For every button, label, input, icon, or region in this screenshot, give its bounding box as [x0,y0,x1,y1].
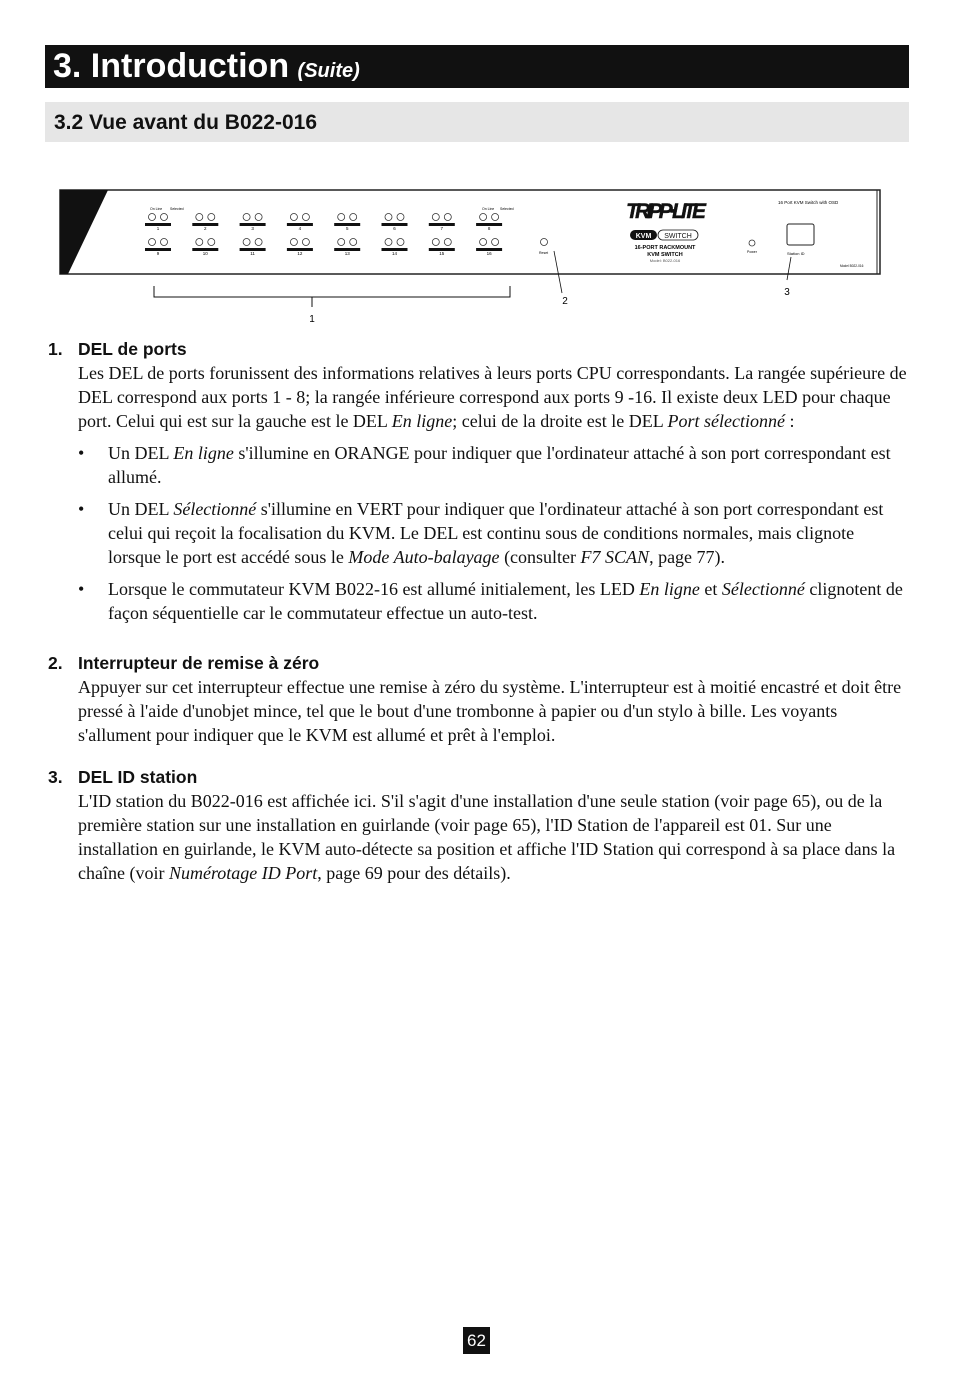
online-led [149,239,156,246]
list-item: • Un DEL Sélectionné s'illumine en VERT pour indiquer que l'ordinateur attaché à son port correspondant est celui qui reçoit la focalisation du KVM. Le DEL est continu sous de conditions normales, mais clignote lorsque le port est accédé sous le Mode Auto-balayage (consulter F7 SCAN, page 77). [78,499,884,567]
selected-led [350,214,357,221]
selected-led [397,214,404,221]
online-led [149,214,156,221]
top-right-label: 16 Port KVM Switch with OSD [778,200,839,205]
brand-logo-text: TRIPP·LITE [626,200,706,223]
callout-2: 2 [562,296,568,307]
port-number-label: 10 [202,251,208,256]
station-id-display [787,224,814,245]
selected-label-right: Selected [500,207,514,211]
selected-led [255,214,262,221]
selected-led [302,214,309,221]
model-line-3: Model: B022-016 [649,258,681,263]
item-1-heading [48,337,910,361]
chapter-title-suffix: (Suite) [297,60,360,82]
callout-1: 1 [309,314,315,325]
page-number: 62 [463,1327,490,1354]
port-number-label: 2 [204,226,207,231]
callout-bracket-1 [154,286,510,307]
selected-led [208,239,215,246]
port-number-label: 12 [297,251,303,256]
list-item: • Lorsque le commutateur KVM B022-16 est allumé initialement, les LED En ligne et Sélectionné clignotent de façon séquentielle car le commutateur effectue un auto-test. [78,579,903,623]
section-title-bar [45,102,909,142]
station-id-label: Station ID [787,251,805,256]
power-led [749,240,755,246]
online-led [432,239,439,246]
item-reset-switch [48,651,910,747]
selected-led [397,239,404,246]
model-line-2: KVM SWITCH [647,252,683,258]
list-item: • Un DEL En ligne s'illumine en ORANGE pour indiquer que l'ordinateur attaché à son port correspondant est allumé. [78,443,891,487]
online-led [480,214,487,221]
kvm-badge-text: KVM [635,233,652,240]
item-1-number: 1. [48,339,63,359]
port-number-label: 13 [344,251,350,256]
port-number-label: 6 [393,226,396,231]
selected-led [208,214,215,221]
selected-led [492,214,499,221]
selected-led [444,214,451,221]
item-1-title: DEL de ports [78,339,187,359]
section-title: 3.2 Vue avant du B022-016 [54,111,318,134]
item-2-heading [48,651,910,675]
reset-switch [541,239,548,246]
online-led [338,239,345,246]
kvm-front-panel [60,190,880,274]
selected-led [161,214,168,221]
selected-led [255,239,262,246]
online-led [480,239,487,246]
model-line-1: 16-PORT RACKMOUNT [634,245,696,251]
port-number-label: 5 [345,226,349,231]
chapter-title: 3. Introduction [53,47,290,85]
selected-led [350,239,357,246]
item-port-leds [48,337,910,625]
online-led [243,214,250,221]
item-2-title: Interrupteur de remise à zéro [78,653,320,673]
callout-3: 3 [784,287,790,298]
port-number-label: 4 [298,226,302,231]
front-panel-figure [58,185,884,325]
item-2-number: 2. [48,653,63,673]
online-label: On Line [150,207,163,211]
port-number-label: 9 [156,251,160,256]
port-number-label: 14 [391,251,398,256]
item-3-number: 3. [48,767,63,787]
selected-led [444,239,451,246]
online-led [385,239,392,246]
selected-led [492,239,499,246]
item-3-title: DEL ID station [78,767,198,787]
online-led [290,239,297,246]
port-number-label: 7 [440,226,444,231]
selected-label: Selected [170,207,184,211]
item-2-paragraph: Appuyer sur cet interrupteur effectue une remise à zéro du système. L'interrupteur est à moitié encastré et doit être pressé à l'aide d'unobjet mince, tel que le bout d'une trombonne à papier ou d'un stylo à bille. Les voyants s'allument pour indiquer que le KVM est allumé et prêt à l'emploi. [78,677,902,745]
online-label-right: On Line [482,207,495,211]
reset-label: Reset [539,251,549,255]
port-number-label: 16 [486,251,492,256]
online-led [432,214,439,221]
port-number-label: 15 [439,251,445,256]
model-small-label: Model B022-016 [840,264,864,268]
item-3-paragraph: L'ID station du B022-016 est affichée ici. S'il s'agit d'une installation d'une seule station (voir page 65), ou de la première station sur une installation en guirlande (voir page 65), l'ID Station de l'appareil est 01. Sur une installation en guirlande, le KVM auto-détecte sa position et affiche l'ID Station qui correspond à sa place dans la chaîne (voir Numérotage ID Port, page 69 pour des détails). [78,791,896,883]
selected-led [302,239,309,246]
selected-led [161,239,168,246]
item-1-bullet-list [78,441,910,625]
online-led [290,214,297,221]
port-number-label: 8 [487,226,491,231]
item-3-heading [48,765,910,789]
tripp-lite-logo [626,200,707,223]
port-number-label: 1 [156,226,160,231]
switch-badge-text: SWITCH [664,233,692,240]
port-number-label: 3 [251,226,254,231]
online-led [338,214,345,221]
item-station-id [48,765,910,885]
item-1-paragraph: Les DEL de ports forunissent des informations relatives à leurs ports CPU correspondants. La rangée supérieure de DEL correspond aux ports 1 - 8; la rangée inférieure correspond aux ports 9 -16. Il existe deux LED pour chaque port. Celui qui est sur la gauche est le DEL En ligne; celui de la droite est le DEL Port sélectionné : [78,363,907,431]
online-led [385,214,392,221]
chapter-title-bar [45,45,909,88]
online-led [196,214,203,221]
document-body [48,337,910,885]
port-number-label: 11 [250,251,255,256]
power-label: Power [747,250,757,254]
online-led [243,239,250,246]
online-led [196,239,203,246]
